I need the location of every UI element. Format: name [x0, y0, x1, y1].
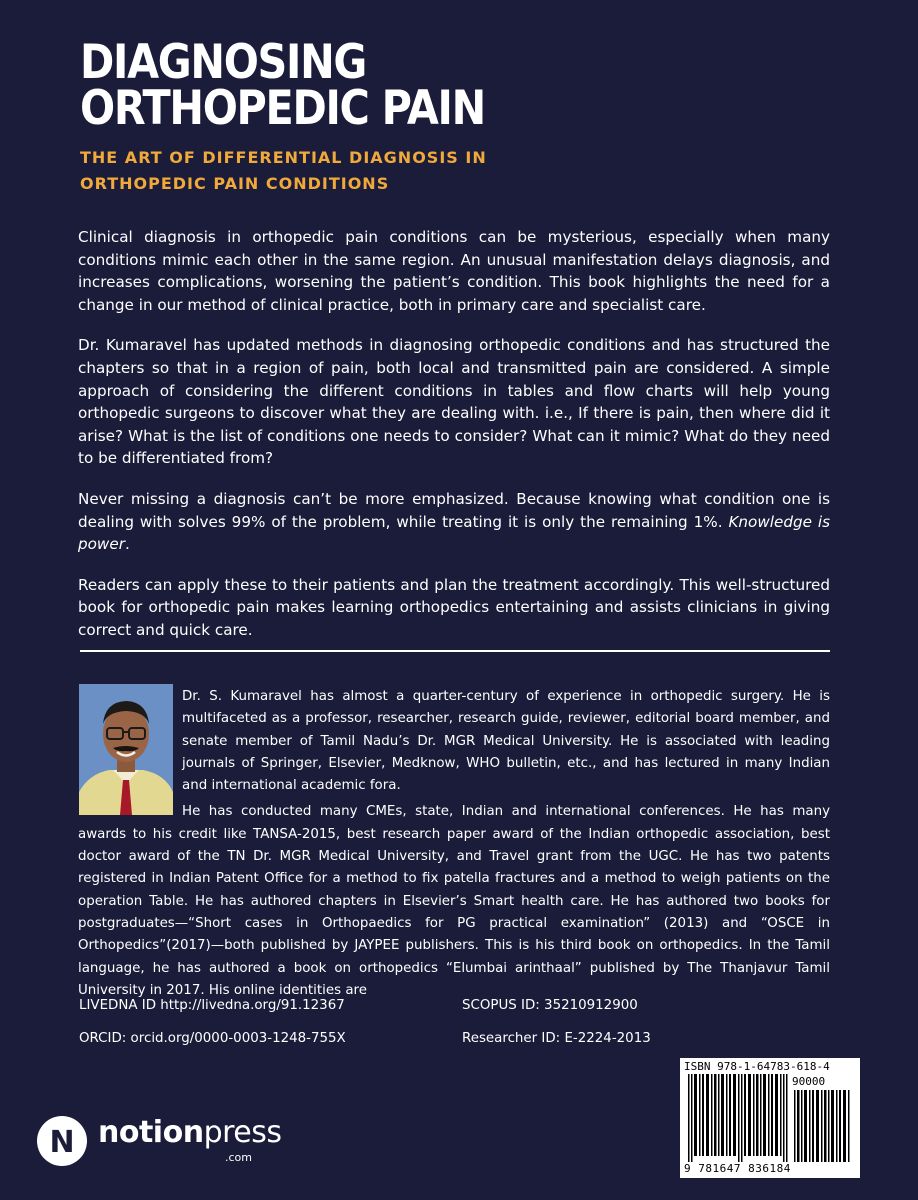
subtitle-line-2: ORTHOPEDIC PAIN CONDITIONS: [80, 174, 390, 193]
isbn-number: ISBN 978-1-64783-618-4: [684, 1060, 830, 1073]
description-paragraph-1: Clinical diagnosis in orthopedic pain conditions can be mysterious, especially when many conditions mimic each other in the same region. An unusual manifestation delays diagnosis, and increases complications, worsening the patient’s condition. This book highlights the need for a change in our method of clinical practice, both in primary care and specialist care.: [78, 228, 830, 314]
notion-press-logo-icon: [36, 1113, 92, 1169]
author-bio: [78, 686, 830, 1006]
researcher-id: Researcher ID: E-2224-2013: [462, 1031, 651, 1046]
description-paragraph-2: Dr. Kumaravel has updated methods in diagnosing orthopedic conditions and has structured the chapters so that in a region of pain, both local and transmitted pain are considered. A simple approach of considering the different conditions in tables and flow charts will help young orthopedic surgeons to discover what they are dealing with. i.e., If there is pain, then where did it arise? What is the list of conditions one needs to consider? What can it mimic? What do they need to be differentiated from?: [78, 336, 830, 468]
orcid-id: ORCID: orcid.org/0000-0003-1248-755X: [79, 1031, 346, 1046]
description-paragraph-3-text: Never missing a diagnosis can’t be more emphasized. Because knowing what condition one is dealing with solves 99% of the problem, while treating it is only the remaining 1%.: [78, 489, 830, 531]
livedna-id: LIVEDNA ID http://livedna.org/91.12367: [79, 998, 345, 1013]
publisher-logo: [36, 1113, 286, 1169]
subtitle-line-1: THE ART OF DIFFERENTIAL DIAGNOSIS IN: [80, 148, 487, 167]
price-addon-code: 90000: [792, 1075, 826, 1088]
logo-letter: N: [49, 1125, 75, 1160]
book-title: [80, 35, 485, 136]
section-divider: [80, 650, 830, 652]
book-description: [78, 226, 830, 660]
title-line-1: DIAGNOSING: [80, 35, 366, 90]
photo-spacer: [78, 686, 182, 818]
title-line-2: ORTHOPEDIC PAIN: [80, 81, 485, 136]
book-subtitle: [80, 145, 487, 197]
description-paragraph-4: Readers can apply these to their patients and plan the treatment accordingly. This well-structured book for orthopedic pain makes learning orthopedics entertaining and assists clinicians in giving correct and quick care.: [78, 575, 830, 639]
publisher-name: [98, 1115, 282, 1150]
scopus-id: SCOPUS ID: 35210912900: [462, 998, 638, 1013]
isbn-barcode: [680, 1058, 860, 1178]
ean-digits: 9 781647 836184: [684, 1162, 791, 1175]
bio-paragraph-2: He has conducted many CMEs, state, Indian and international conferences. He has many awards to his credit like TANSA-2015, best research paper award of the Indian orthopedic association, best doctor award of the TN Dr. MGR Medical University, and Travel grant from the UGC. He has two patents registered in Indian Patent Office for a method to fix patella fractures and a method to weigh patients on the operation Table. He has authored chapters in Elsevier’s Smart health care. He has authored two books for postgraduates—“Short cases in Orthopaedics for PG practical examination” (2013) and “OSCE in Orthopedics”(2017)—both published by JAYPEE publishers. This is his third book on orthopedics. In the Tamil language, he has authored a book on orthopedics “Elumbai arinthaal” published by The Thanjavur Tamil University in 2017. His online identities are: [78, 804, 830, 998]
bio-paragraph-1: Dr. S. Kumaravel has almost a quarter-century of experience in orthopedic surgery. He is multifaceted as a professor, researcher, research guide, reviewer, editorial board member, and senate member of Tamil Nadu’s Dr. MGR Medical University. He is associated with leading journals of Springer, Elsevier, Medknow, WHO bulletin, etc., and has lectured in many Indian and international academic fora.: [182, 689, 830, 794]
description-paragraph-3: [78, 488, 830, 556]
description-period: .: [124, 535, 130, 554]
publisher-name-bold: notion: [98, 1115, 204, 1150]
publisher-domain: .com: [225, 1151, 252, 1164]
description-emphasis: Knowledge is power: [78, 512, 830, 554]
publisher-name-regular: press: [203, 1115, 282, 1150]
barcode-bars: [680, 1058, 860, 1178]
